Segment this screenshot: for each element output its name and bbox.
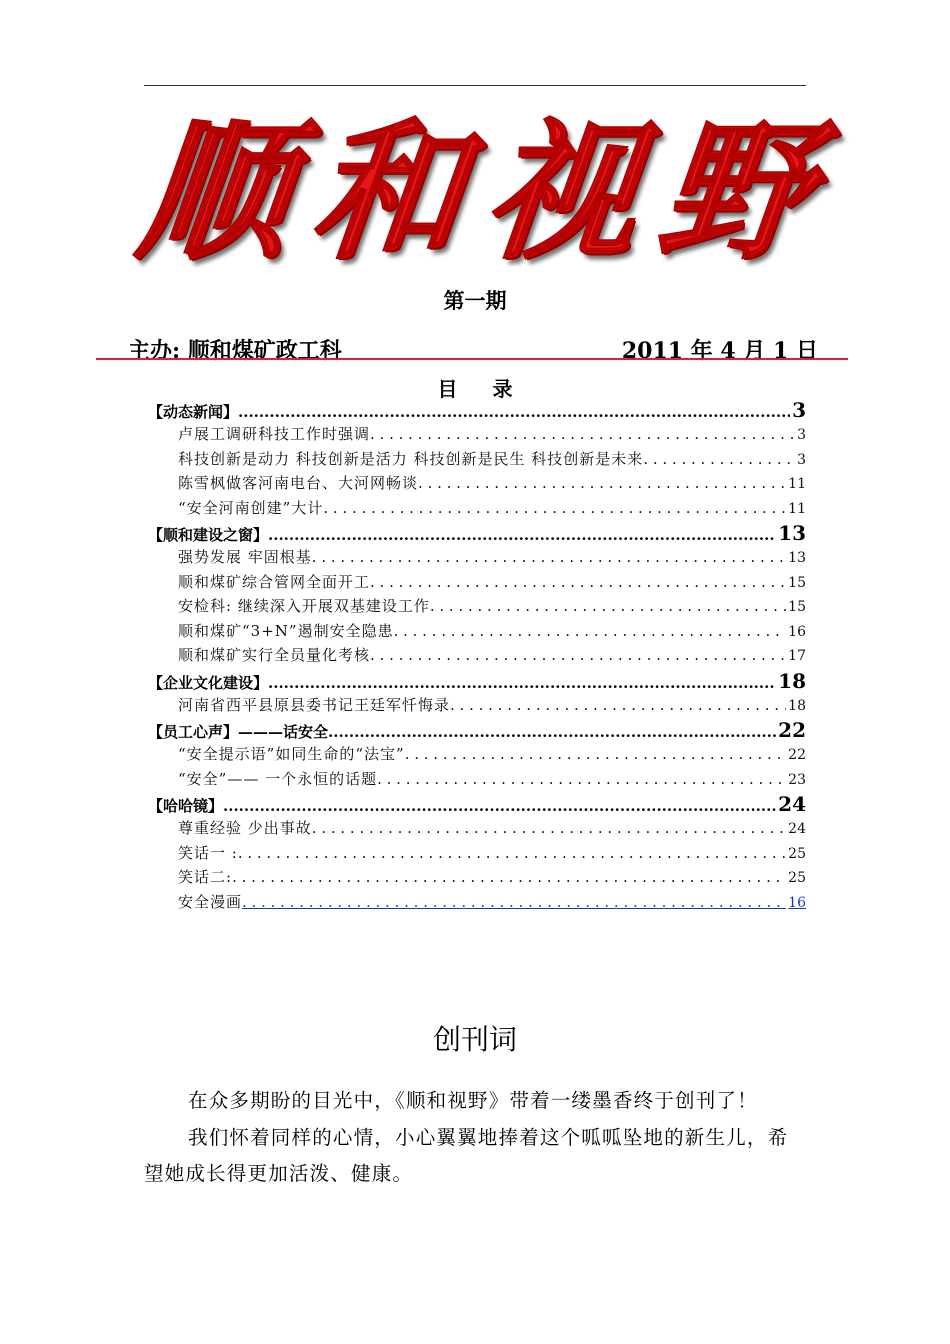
toc-entry-label: 强势发展 牢固根基 [178, 548, 312, 566]
sponsor-row [128, 334, 818, 365]
toc-section-label: 【动态新闻】 [148, 403, 239, 421]
toc-entry[interactable] [148, 448, 806, 473]
toc-leader-dots [377, 770, 786, 788]
toc-entry-label: 顺和煤矿综合管网全面开工 [178, 572, 371, 591]
toc-entry-label: “安全”—— 一个永恒的话题 [178, 769, 378, 788]
toc-entry-label: 笑话一 : [178, 843, 238, 862]
toc-page-number: 15 [788, 599, 806, 615]
toc-leader-dots [312, 548, 786, 566]
toc-entry[interactable] [148, 546, 806, 571]
toc-leader-dots [430, 597, 786, 615]
toc-leader-dots [450, 696, 786, 714]
toc-leader-dots [643, 450, 795, 468]
toc-page-number: 22 [788, 747, 806, 763]
toc-entry[interactable] [148, 694, 806, 719]
toc-entry-label: 河南省西平县原县委书记王廷军忏悔录 [178, 695, 451, 714]
toc-entry[interactable] [148, 817, 806, 842]
toc-page-number[interactable]: 16 [788, 894, 806, 911]
masthead-char: 顺 [130, 106, 300, 280]
toc-entry[interactable] [148, 595, 806, 620]
toc-page-number: 3 [792, 398, 806, 422]
toc-page-number: 16 [788, 623, 806, 640]
toc-leader-dots [312, 819, 786, 837]
toc-page-number: 15 [788, 574, 806, 591]
toc-leader-dots [232, 868, 786, 886]
editorial-paragraph: 在众多期盼的目光中，《顺和视野》带着一缕墨香终于创刊了！ [188, 1089, 758, 1112]
toc-page-number: 18 [788, 697, 806, 714]
toc-entry[interactable] [148, 423, 806, 448]
masthead-char: 视 [477, 106, 646, 280]
toc-leader-dots [238, 403, 790, 421]
toc-section-label: 【企业文化建设】 [148, 673, 269, 692]
toc-section[interactable] [148, 718, 806, 743]
toc-leader-dots [223, 797, 776, 815]
masthead-char: 和 [304, 106, 473, 280]
toc-entry-label: 安检科: 继续深入开展双基建设工作 [178, 597, 430, 615]
toc-entry-label: 安全漫画 [178, 892, 243, 911]
toc-page-number: 24 [778, 792, 806, 816]
toc-leader-dots [328, 723, 776, 741]
sponsor: 主办: 顺和煤矿政工科 [128, 338, 342, 364]
toc-entry-label: 顺和煤矿实行全员量化考核 [178, 646, 371, 664]
toc-page-number: 23 [788, 771, 806, 788]
red-divider [96, 358, 848, 360]
toc-entry[interactable] [148, 497, 806, 522]
toc-leader-dots [242, 893, 786, 911]
toc-section-label: 【顺和建设之窗】 [148, 526, 269, 544]
toc-entry-label: 卢展工调研科技工作时强调 [178, 425, 371, 443]
editorial-paragraph: 我们怀着同样的心情，小心翼翼地捧着这个呱呱坠地的新生儿，希望她成长得更加活泼、健康。 [144, 1126, 789, 1185]
toc-entry-label: 尊重经验 少出事故 [178, 819, 312, 837]
toc-page-number: 24 [788, 821, 806, 837]
toc-entry[interactable] [148, 620, 806, 645]
editorial-title: 创刊词 [432, 1023, 517, 1056]
toc-leader-dots [394, 622, 787, 640]
toc-entry[interactable] [148, 472, 806, 497]
toc-entry[interactable] [148, 891, 806, 916]
toc-page-number: 22 [778, 718, 806, 742]
toc-leader-dots [370, 573, 786, 591]
toc-title: 目 录 [437, 377, 527, 401]
toc-entry-label: 顺和煤矿“3+N”遏制安全隐患 [178, 621, 394, 640]
toc-section-label: 【哈哈镜】 [148, 797, 224, 815]
toc-page-number: 3 [797, 427, 806, 443]
toc-page-number: 25 [788, 845, 806, 862]
toc-leader-dots [268, 526, 776, 544]
table-of-contents [148, 398, 806, 915]
toc-section[interactable] [148, 669, 806, 694]
top-rule [144, 85, 806, 86]
toc-entry[interactable] [148, 842, 806, 867]
toc-page-number: 13 [788, 550, 806, 566]
toc-page-number: 11 [788, 476, 806, 492]
toc-entry-label: “安全河南创建”大计 [178, 498, 324, 517]
toc-page-number: 11 [788, 500, 806, 517]
toc-page-number: 17 [788, 648, 806, 664]
toc-leader-dots [370, 646, 786, 664]
toc-page-number: 13 [778, 521, 806, 545]
toc-page-number: 3 [797, 451, 806, 468]
toc-entry[interactable] [148, 866, 806, 891]
masthead-title [130, 106, 820, 280]
toc-entry[interactable] [148, 644, 806, 669]
toc-leader-dots [370, 425, 795, 443]
toc-section[interactable] [148, 521, 806, 546]
toc-entry[interactable] [148, 768, 806, 793]
issue-number: 第一期 [443, 288, 507, 313]
toc-page-number: 18 [778, 668, 806, 693]
toc-entry[interactable] [148, 743, 806, 768]
toc-section[interactable] [148, 792, 806, 817]
toc-leader-dots [405, 745, 786, 763]
issue-date: 2011 年 4 月 1 日 [621, 338, 818, 364]
masthead-char: 野 [650, 106, 820, 280]
toc-entry-label: 陈雪枫做客河南电台、大河网畅谈 [178, 474, 419, 492]
toc-entry-label: 笑话二: [178, 868, 233, 886]
toc-leader-dots [323, 499, 786, 517]
toc-entry-label: 科技创新是动力 科技创新是活力 科技创新是民生 科技创新是未来 [178, 449, 644, 468]
toc-section[interactable] [148, 398, 806, 423]
toc-section-label: 【员工心声】———话安全 [148, 723, 329, 741]
toc-leader-dots [268, 674, 776, 692]
toc-entry[interactable] [148, 571, 806, 596]
toc-leader-dots [418, 474, 786, 492]
toc-entry-label: “安全提示语”如同生命的“法宝” [178, 745, 405, 763]
toc-page-number: 25 [788, 870, 806, 886]
toc-leader-dots [238, 844, 786, 862]
